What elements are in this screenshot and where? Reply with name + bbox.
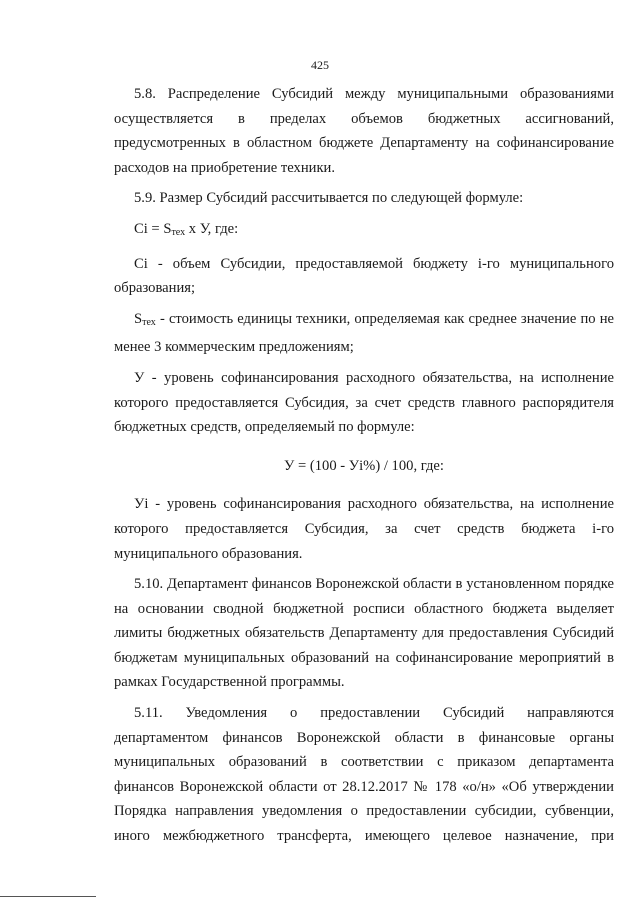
definition-yi: Уi - уровень софинансирования расходного обязательства, на исполнение которого предоставляется Субсидия, за счет средств бюджета i-го муниципального образования. [114,496,614,562]
definition-stech [114,307,614,360]
paragraph-5-8: 5.8. Распределение Субсидий между муниципальными образованиями осуществляется в пределах объемов бюджетных ассигнований, предусмотренных в областном бюджете Департаменту на софинансирование расходов на приобретение техники. [114,86,614,176]
formula-ci-prefix: Ci = S [134,220,172,237]
definition-y: У - уровень софинансирования расходного обязательства, на исполнение которого предоставляется Субсидия, за счет средств главного распорядителя бюджетных средств, определяемый по формуле: [114,369,614,436]
document-body [114,82,614,849]
definition-ci: Ci - объем Субсидии, предоставляемой бюджету i-го муниципального образования; [114,255,614,297]
formula-y: У = (100 - Уi%) / 100, где: [284,457,444,474]
page-number: 425 [311,58,329,72]
paragraph-5-11: 5.11. Уведомления о предоставлении Субсидий направляются департаментом финансов Воронежской области в финансовые органы муниципальных образований в соответствии с приказом департамента финансов Воронежской области от 28.12.2017 № 178 «о/н» «Об утверждении Порядка направления уведомления о предоставлении субсидии, субвенции, иного межбюджетного трансферта, имеющего целевое назначение, при [114,705,614,845]
stech-symbol: S [134,310,143,327]
formula-ci-sub: тех [171,226,186,238]
stech-sub: тех [142,316,156,328]
formula-ci-suffix: х У, где: [185,220,239,237]
paragraph-5-9: 5.9. Размер Субсидий рассчитывается по следующей формуле: [134,190,524,207]
paragraph-5-10: 5.10. Департамент финансов Воронежской области в установленном порядке на основании сводной бюджетной росписи областного бюджета выделяет лимиты бюджетных обязательств Департаменту для предоставления Субсидий бюджетам муниципальных образований на софинансирование мероприятий в рамках Государственной программы. [114,576,614,691]
formula-ci [114,217,614,246]
footer-divider [0,896,96,897]
stech-text: - стоимость единицы техники, определяемая как среднее значение по не менее 3 коммерческим предложениям; [114,310,614,356]
